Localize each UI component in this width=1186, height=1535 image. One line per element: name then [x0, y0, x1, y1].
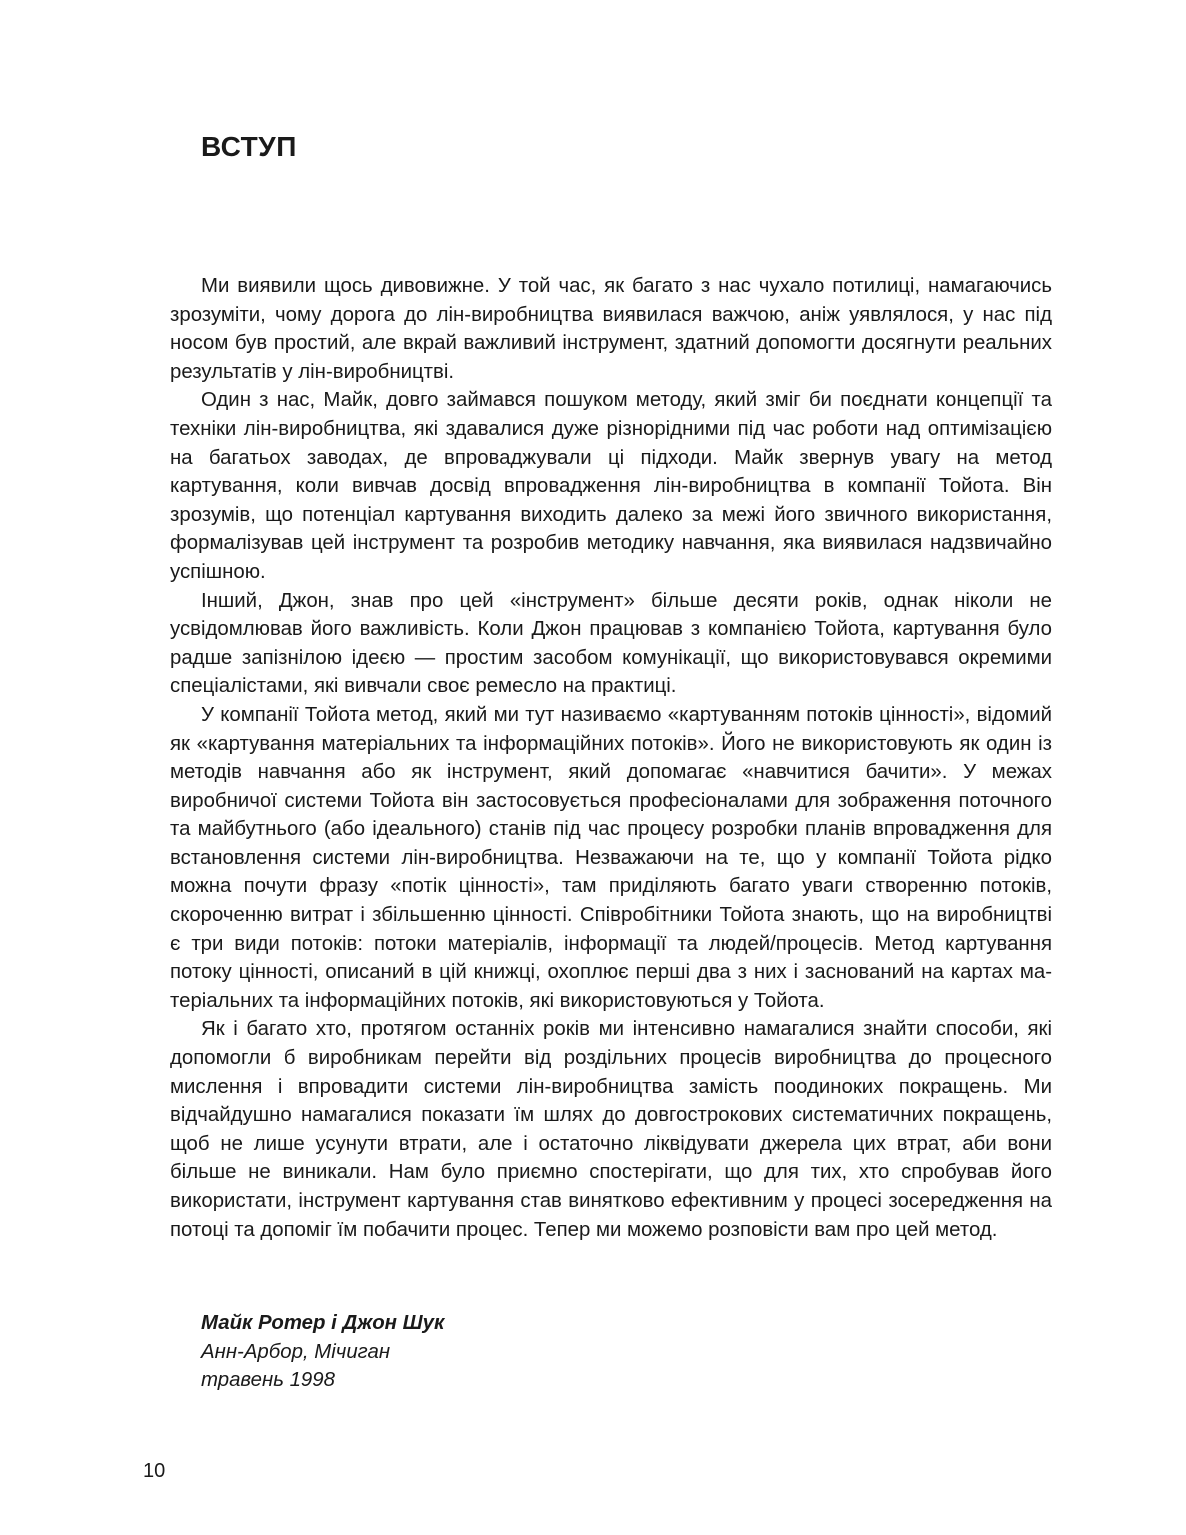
- signature-place: Анн-Арбор, Мічиган: [201, 1340, 391, 1363]
- signature-block: [201, 1309, 444, 1395]
- chapter-heading: ВСТУП: [201, 131, 297, 162]
- paragraph: У компанії Тойота метод, який ми тут називаємо «картуванням потоків цінності», відомий як «картування матеріальних та інформаційних потоків». Його не використовують як один із методів навчання або як інструмент, який допомагає «навчитися бачити». У межах виробничої системи Тойота він застосовується професіоналами для зображення поточного та майбутнього (або ідеального) станів під час процесу розробки планів впровадження для встановлення системи лін-виробництва. Незважаючи на те, що у компанії Тойота рідко можна почути фразу «потік цінності», там приділяють багато уваги створенню потоків, скороченню витрат і збільшенню цінності. Співробітники Тойота знають, що на виробництві є три види потоків: потоки матеріалів, інформації та людей/процесів. Метод картування потоку цінності, описаний в цій книжці, охоплює перші два з них і заснований на картах матеріальних та інформаційних потоків, які використовуються у Тойота.: [170, 703, 1052, 1012]
- paragraph: Як і багато хто, протягом останніх років ми інтенсивно намагалися знайти способи, які допомогли б виробникам перейти від роздільних процесів виробництва до процесного мислення і впровадити системи лін-виробництва замість поодиноких покращень. Ми відчайдушно намагалися показати їм шлях до довгострокових систематичних покращень, щоб не лише усунути втрати, але і остаточно ліквідувати джерела цих втрат, аби вони більше не виникали. Нам було приємно спостерігати, що для тих, хто спробував його використати, інструмент картування став винятково ефективним у процесі зосередження на потоці та допоміг їм побачити процес. Тепер ми можемо розповісти вам про цей метод.: [170, 1018, 1052, 1241]
- signature-authors: Майк Ротер і Джон Шук: [201, 1312, 445, 1334]
- body-text: [170, 272, 1052, 1244]
- signature-date: травень 1998: [201, 1369, 335, 1392]
- paragraph: Інший, Джон, знав про цей «інструмент» більше десяти років, однак ніколи не усвідомлював його важливість. Коли Джон працював з компанією Тойота, картування було радше запізнілою ідеєю — простим засобом комунікації, що використовувався окремими спеціалістами, які вивчали своє ремесло на практиці.: [170, 589, 1052, 698]
- paragraph: Ми виявили щось дивовижне. У той час, як багато з нас чухало потилиці, намагаючись зрозуміти, чому дорога до лін-виробництва виявилася важчою, аніж уявлялося, у нас під носом був простий, але вкрай важливий інструмент, здатний допомогти досягнути реальних результатів у лін-виробництві.: [170, 275, 1052, 383]
- page-number: 10: [143, 1460, 166, 1482]
- paragraph: Один з нас, Майк, довго займався пошуком методу, який зміг би поєднати концепції та техніки лін-виробництва, які здавалися дуже різнорідними під час роботи над оптимізацією на багатьох заводах, де впроваджували ці підходи. Майк звернув увагу на метод картування, коли вивчав досвід впровадження лін-виробництва в компанії Тойота. Він зрозумів, що потенціал картування виходить далеко за межі його звичного використання, формалізував цей інструмент та розробив методику навчання, яка виявилася надзвичайно успішною.: [170, 389, 1052, 583]
